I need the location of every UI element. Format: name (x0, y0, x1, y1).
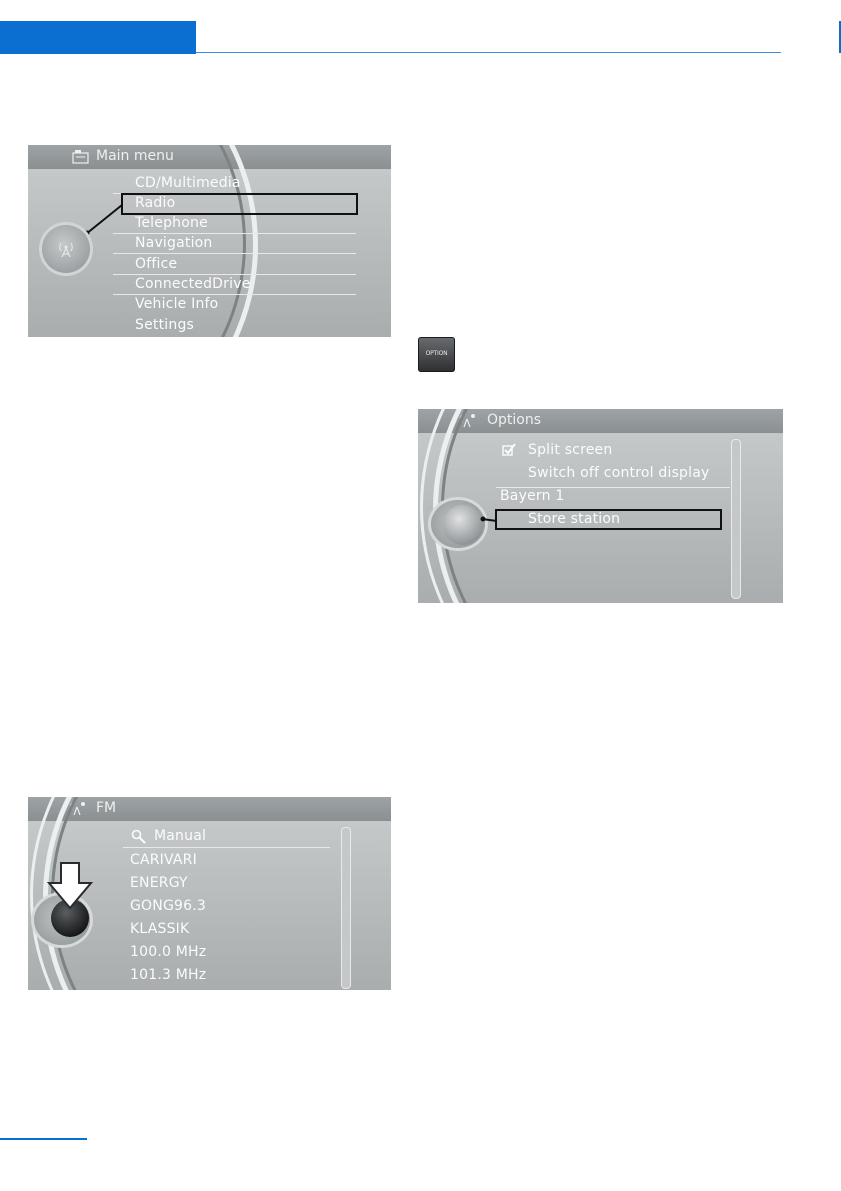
radio-icon (56, 239, 76, 259)
station-item[interactable]: KLASSIK (130, 921, 190, 937)
menu-item-connecteddrive[interactable]: ConnectedDrive (135, 276, 251, 292)
fm-manual-tuning[interactable]: Manual (154, 828, 207, 844)
fm-separator (123, 847, 330, 848)
checkbox-checked-icon[interactable] (502, 443, 516, 457)
selection-connector-line (480, 515, 500, 525)
menu-item-cd-multimedia[interactable]: CD/Multimedia (135, 175, 241, 191)
menu-separator (113, 274, 356, 275)
search-icon (131, 829, 147, 845)
option-button-label: OPTION (425, 350, 448, 357)
option-store-station[interactable]: Store station (528, 511, 621, 527)
menu-item-vehicle-info[interactable]: Vehicle Info (135, 296, 219, 312)
controller-knob-ball (443, 505, 483, 545)
menu-item-telephone[interactable]: Telephone (135, 215, 208, 231)
menu-separator (113, 253, 356, 254)
menu-separator (113, 233, 356, 234)
main-menu-title: Main menu (96, 148, 174, 164)
menu-item-navigation[interactable]: Navigation (135, 235, 213, 251)
station-item[interactable]: CARIVARI (130, 852, 197, 868)
options-title: Options (487, 412, 542, 428)
menu-separator (113, 294, 356, 295)
option-split-screen[interactable]: Split screen (528, 442, 613, 458)
selection-connector-line (83, 200, 128, 240)
fm-scrollbar[interactable] (341, 827, 351, 989)
fm-title: FM (96, 800, 117, 816)
main-menu-screen (28, 145, 391, 337)
header-rule (196, 52, 781, 53)
option-button[interactable] (418, 337, 455, 372)
station-name-label: Bayern 1 (500, 488, 565, 504)
station-item[interactable]: GONG96.3 (130, 898, 206, 914)
options-screen (418, 409, 783, 603)
option-switch-off-display[interactable]: Switch off control display (528, 465, 710, 481)
fm-screen (28, 797, 391, 990)
menu-item-office[interactable]: Office (135, 256, 178, 272)
header-tab (0, 21, 196, 54)
footer-rule (0, 1138, 87, 1140)
options-scrollbar[interactable] (731, 439, 741, 599)
station-item[interactable]: 100.0 MHz (130, 944, 207, 960)
station-item[interactable]: ENERGY (130, 875, 188, 891)
station-item[interactable]: 101.3 MHz (130, 967, 207, 983)
menu-item-settings[interactable]: Settings (135, 317, 195, 333)
arrow-down-icon (46, 861, 94, 911)
menu-item-radio[interactable]: Radio (135, 195, 176, 211)
